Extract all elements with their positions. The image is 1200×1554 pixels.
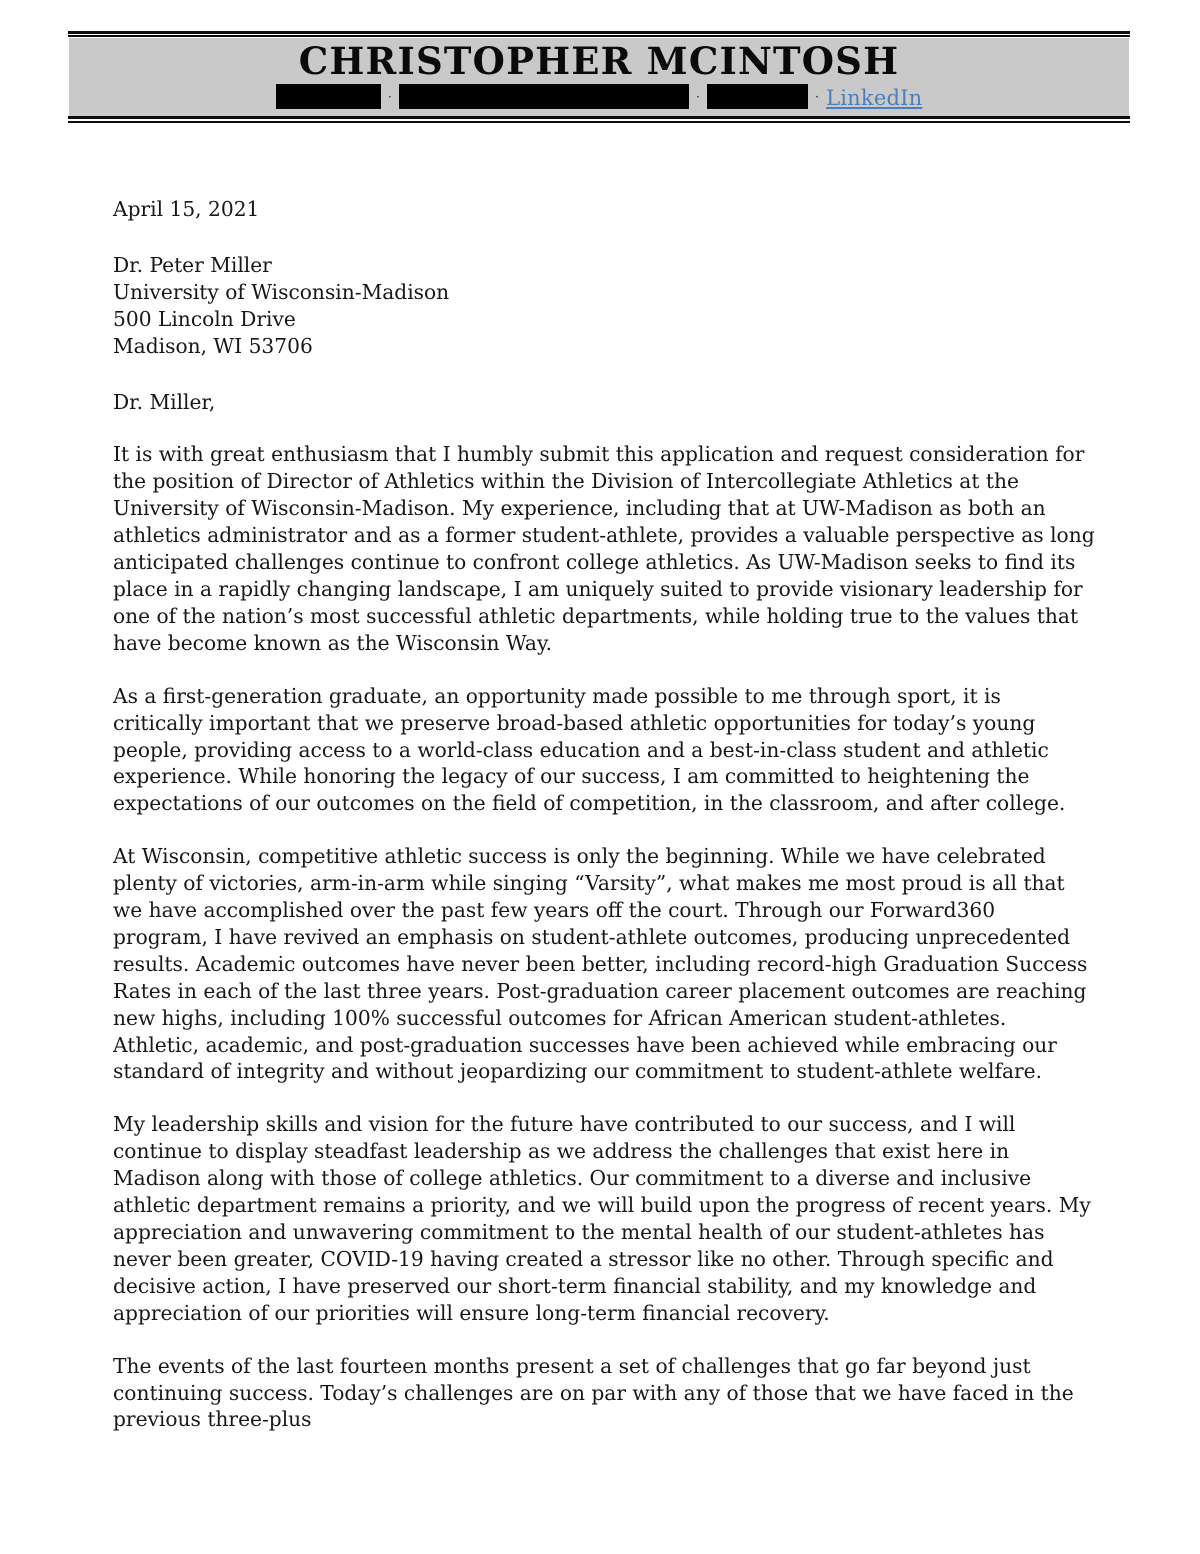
letter-date: April 15, 2021 [113,197,260,221]
letter-body [113,196,1095,1433]
linkedin-link[interactable]: LinkedIn [826,85,923,110]
letterhead-bottom-rule [68,116,1130,123]
letterhead [68,31,1130,123]
redacted-contact-2 [399,84,689,109]
recipient-name: Dr. Peter Miller [113,252,272,277]
page-title: CHRISTOPHER MCINTOSH [298,39,900,83]
recipient-organization: University of Wisconsin-Madison [113,279,450,304]
contact-separator-3: · [814,90,820,106]
letter-paragraph: The events of the last fourteen months present a set of challenges that go far beyond just continuing success. Today’s challenges are on par with any of those that we have faced in the previous three-plus [113,1353,1074,1432]
salutation: Dr. Miller, [113,389,216,414]
contact-separator-2: · [695,90,700,106]
recipient-address-block [113,252,1095,360]
redacted-contact-3 [707,84,808,109]
recipient-city-state-zip: Madison, WI 53706 [113,333,313,358]
letter-paragraph: My leadership skills and vision for the future have contributed to our success, and I will continue to display steadfast leadership as we address the challenges that exist here in Madison along with those of college athletics. Our commitment to a diverse and inclusive athletic department remains a priority, and we will build upon the progress of recent years. My appreciation and unwavering commitment to the mental health of our student-athletes has never been greater, COVID-19 having created a stressor like no other. Through specific and decisive action, I have preserved our short-term financial stability, and my knowledge and appreciation of our priorities will ensure long-term financial recovery. [113,1112,1091,1325]
contact-separator-1: · [387,90,392,106]
letter-paragraph: At Wisconsin, competitive athletic success is only the beginning. While we have celebrated plenty of victories, arm-in-arm while singing “Varsity”, what makes me most proud is all that we have accomplished over the past few years off the court. Through our Forward360 program, I have revived an emphasis on student-athlete outcomes, producing unprecedented results. Academic outcomes have never been better, including record-high Graduation Success Rates in each of the last three years. Post-graduation career placement outcomes are reaching new highs, including 100% successful outcomes for African American student-athletes. Athletic, academic, and post-graduation successes have been achieved while embracing our standard of integrity and without jeopardizing our commitment to student-athlete welfare. [113,844,1088,1084]
letter-paragraph: As a first-generation graduate, an opportunity made possible to me through sport, it is critically important that we preserve broad-based athletic opportunities for today’s young people, providing access to a world-class education and a best-in-class student and athletic experience. While honoring the legacy of our success, I am committed to heightening the expectations of our outcomes on the field of competition, in the classroom, and after college. [113,683,1066,816]
contact-row [69,83,1129,110]
recipient-street: 500 Lincoln Drive [113,306,296,331]
letterhead-band [69,38,1129,116]
letterhead-top-rule [68,31,1130,38]
letter-paragraph: It is with great enthusiasm that I humbly submit this application and request consideration for the position of Director of Athletics within the Division of Intercollegiate Athletics at the University of Wisconsin-Madison. My experience, including that at UW-Madison as both an athletics administrator and as a former student-athlete, provides a valuable perspective as long anticipated challenges continue to confront college athletics. As UW-Madison seeks to find its place in a rapidly changing landscape, I am uniquely suited to provide visionary leadership for one of the nation’s most successful athletic departments, while holding true to the values that have become known as the Wisconsin Way. [113,442,1095,655]
redacted-contact-1 [276,84,381,109]
